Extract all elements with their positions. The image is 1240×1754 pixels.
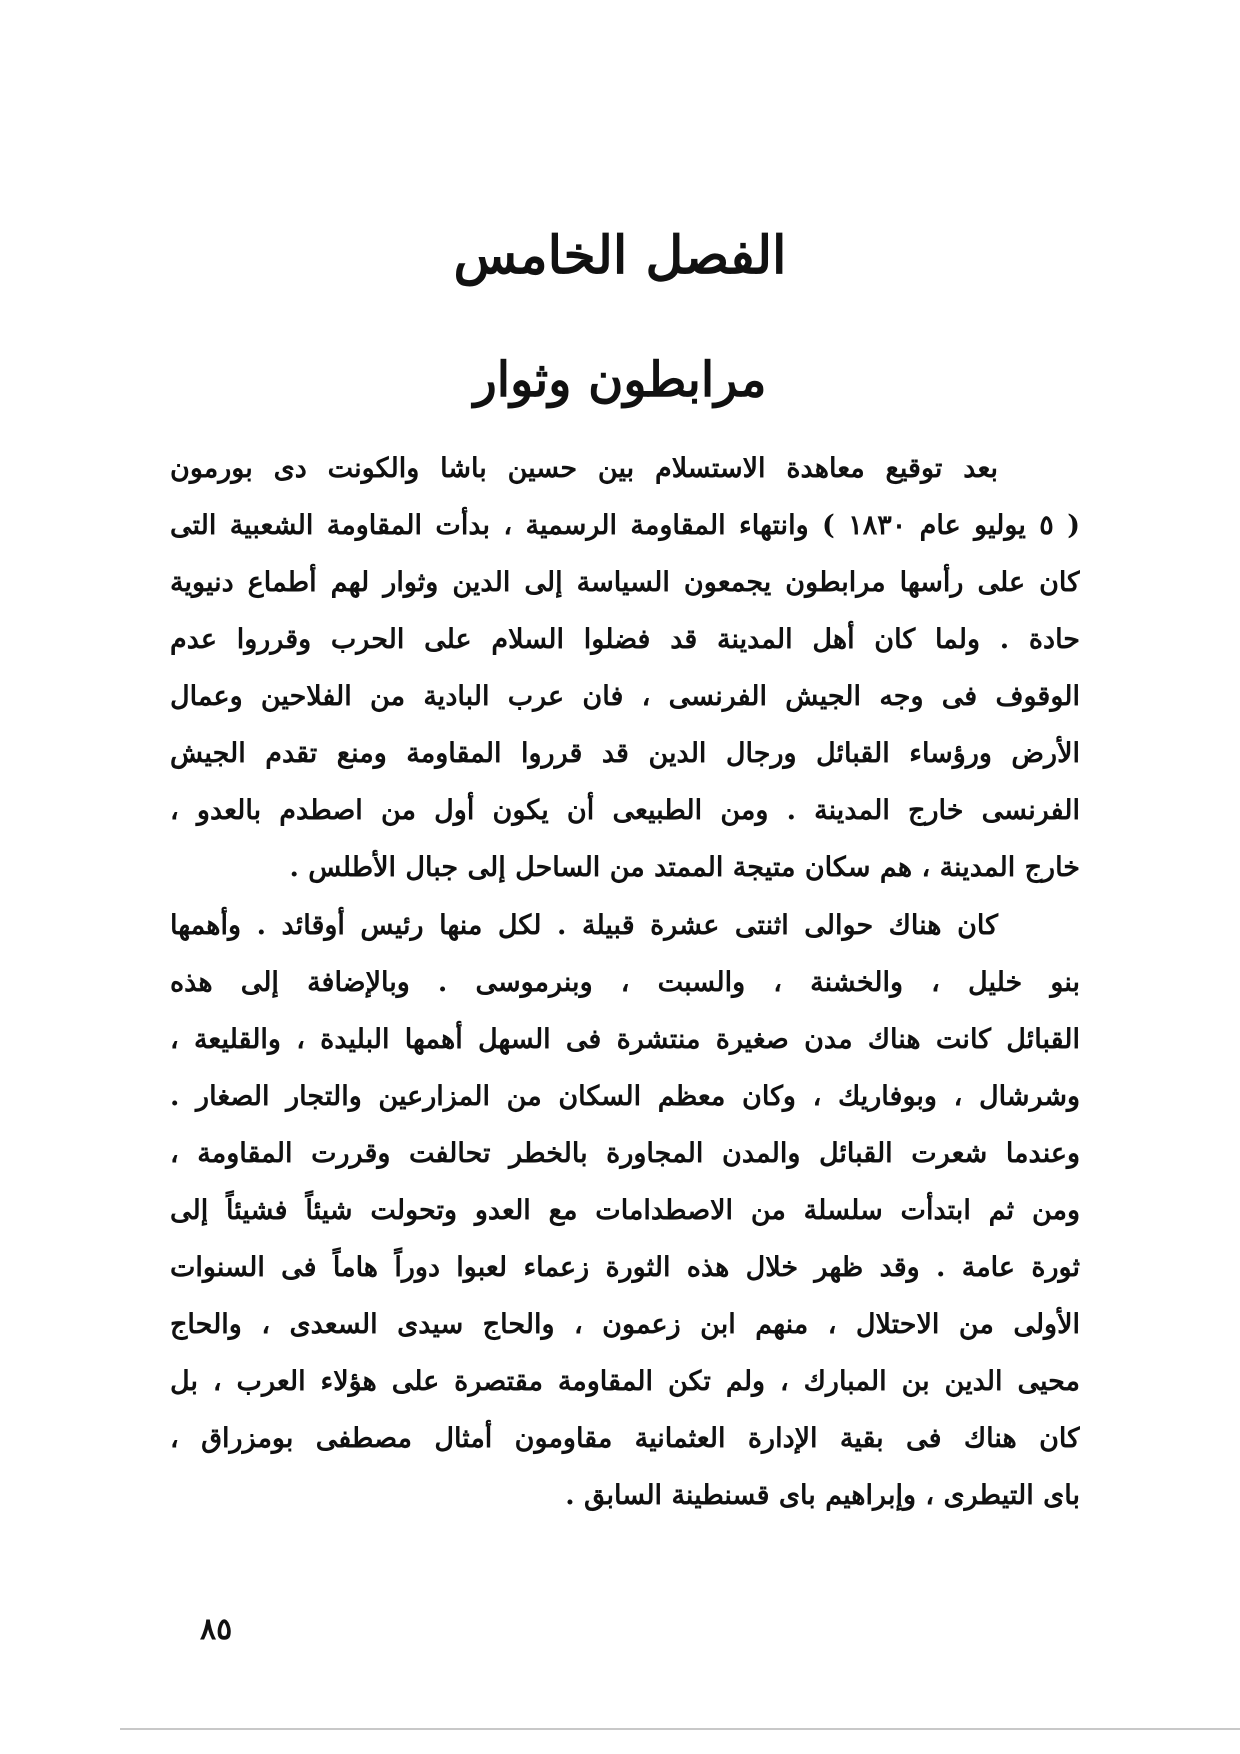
page-number: ٨٥ — [200, 1612, 233, 1647]
paragraph-line: وعندما شعرت القبائل والمدن المجاورة بالخطر تحالفت وقررت المقاومة ، — [170, 1138, 1080, 1169]
paragraph-1 — [170, 440, 1080, 896]
paragraph-line: القبائل كانت هناك مدن صغيرة منتشرة فى السهل أهمها البليدة ، والقليعة ، — [170, 1024, 1080, 1055]
chapter-heading: الفصل الخامس — [453, 225, 787, 286]
paragraph-line: محيى الدين بن المبارك ، ولم تكن المقاومة مقتصرة على هؤلاء العرب ، بل — [170, 1366, 1080, 1397]
paragraph-line: ( ٥ يوليو عام ١٨٣٠ ) وانتهاء المقاومة الرسمية ، بدأت المقاومة الشعبية التى — [170, 510, 1080, 541]
paragraph-line: خارج المدينة ، هم سكان متيجة الممتد من الساحل إلى جبال الأطلس . — [289, 852, 1080, 883]
paragraph-line: بنو خليل ، والخشنة ، والسبت ، وبنرموسى . وبالإضافة إلى هذه — [170, 967, 1080, 998]
paragraph-line: كان هناك فى بقية الإدارة العثمانية مقاومون أمثال مصطفى بومزراق ، — [170, 1423, 1080, 1454]
paragraph-line: ثورة عامة . وقد ظهر خلال هذه الثورة زعماء لعبوا دوراً هاماً فى السنوات — [170, 1252, 1080, 1283]
paragraph-line: ومن ثم ابتدأت سلسلة من الاصطدامات مع العدو وتحولت شيئاً فشيئاً إلى — [170, 1195, 1080, 1226]
bottom-divider — [120, 1728, 1240, 1730]
paragraph-line: حادة . ولما كان أهل المدينة قد فضلوا السلام على الحرب وقرروا عدم — [170, 624, 1080, 655]
paragraph-line: بعد توقيع معاهدة الاستسلام بين حسين باشا والكونت دى بورمون — [170, 453, 998, 484]
chapter-title: مرابطون وثوار — [473, 352, 767, 408]
paragraph-line: كان هناك حوالى اثنتى عشرة قبيلة . لكل منها رئيس أوقائد . وأهمها — [170, 910, 998, 941]
paragraph-line: الأولى من الاحتلال ، منهم ابن زعمون ، والحاج سيدى السعدى ، والحاج — [170, 1309, 1080, 1340]
paragraph-line: الوقوف فى وجه الجيش الفرنسى ، فان عرب البادية من الفلاحين وعمال — [170, 681, 1080, 712]
paragraph-line: الأرض ورؤساء القبائل ورجال الدين قد قرروا المقاومة ومنع تقدم الجيش — [170, 738, 1080, 769]
paragraph-line: الفرنسى خارج المدينة . ومن الطبيعى أن يكون أول من اصطدم بالعدو ، — [170, 795, 1080, 826]
paragraph-line: باى التيطرى ، وإبراهيم باى قسنطينة السابق . — [565, 1480, 1080, 1511]
paragraph-line: كان على رأسها مرابطون يجمعون السياسة إلى الدين وثوار لهم أطماع دنيوية — [170, 567, 1080, 598]
paragraph-2 — [170, 897, 1080, 1524]
paragraph-line: وشرشال ، وبوفاريك ، وكان معظم السكان من المزارعين والتجار الصغار . — [170, 1081, 1080, 1112]
